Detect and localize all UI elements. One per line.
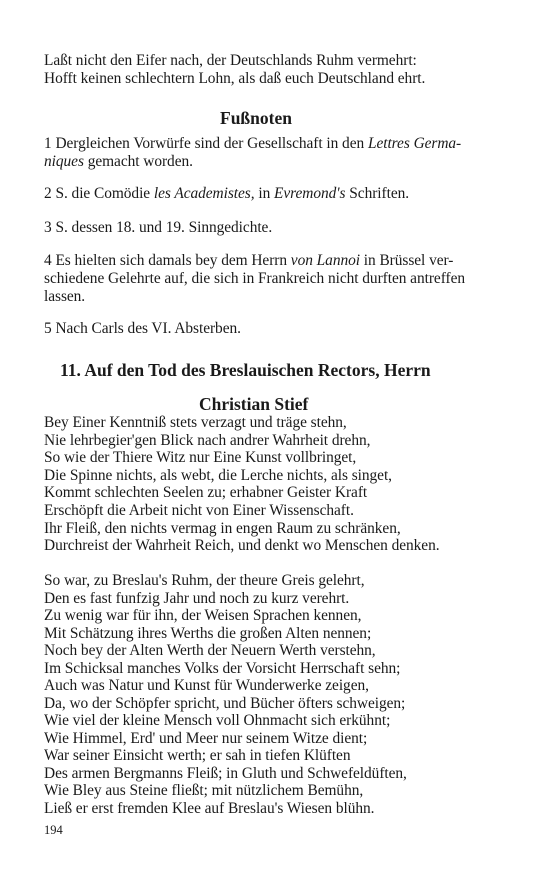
- footnote-4-line: [44, 252, 453, 270]
- footnote-1-line: [44, 135, 461, 153]
- footnote-text: 4 Es hielten sich damals bey dem Herrn: [44, 252, 291, 269]
- footnote-1-line: [44, 153, 193, 171]
- footnote-italic: Lettres Germa-: [367, 135, 462, 152]
- footnote-text: in Brüssel ver-: [359, 252, 454, 269]
- footnote-italic: niques: [44, 153, 84, 170]
- footnote-italic: Evremond's: [274, 185, 346, 202]
- poem-line: Kommt schlechten Seelen zu; erhabner Geister Kraft: [44, 484, 368, 502]
- poem-line: Im Schicksal manches Volks der Vorsicht Herrschaft sehn;: [44, 659, 401, 677]
- page-number: 194: [44, 823, 63, 837]
- poem-line: Ließ er erst fremden Klee auf Breslau's Wiesen blühn.: [44, 799, 375, 817]
- footnote-4-line: schiedene Gelehrte auf, die sich in Frankreich nicht durften antreffen: [44, 270, 465, 287]
- poem-line: Erschöpft die Arbeit nicht von Einer Wissenschaft.: [44, 502, 354, 519]
- footnote-text: 1 Dergleichen Vorwürfe sind der Gesellschaft in den: [44, 135, 368, 152]
- footnote-5-line: 5 Nach Carls des VI. Absterben.: [44, 320, 241, 337]
- poem-line: War seiner Einsicht werth; er sah in tiefen Klüften: [44, 747, 351, 764]
- footnote-text: 2 S. die Comödie: [44, 185, 154, 202]
- poem-line: Wie viel der kleine Mensch voll Ohnmacht sich erkühnt;: [44, 712, 391, 729]
- poem-line: Wie Bley aus Steine fließt; mit nützlichem Bemühn,: [44, 782, 364, 799]
- poem-line: So war, zu Breslau's Ruhm, der theure Greis gelehrt,: [44, 572, 365, 589]
- poem-line: Die Spinne nichts, als webt, die Lerche nichts, als singet,: [44, 466, 392, 484]
- footnotes-heading: Fußnoten: [220, 108, 292, 128]
- poem-line: Da, wo der Schöpfer spricht, und Bücher öfters schweigen;: [44, 694, 406, 712]
- poem-line: Nie lehrbegier'gen Blick nach andrer Wahrheit drehn,: [44, 431, 371, 449]
- poem-line: So wie der Thiere Witz nur Eine Kunst vollbringet,: [44, 449, 357, 467]
- footnote-text: in: [254, 185, 275, 202]
- footnote-3-line: 3 S. dessen 18. und 19. Sinngedichte.: [44, 219, 273, 236]
- poem-line: Noch bey der Alten Werth der Neuern Werth verstehn,: [44, 642, 376, 659]
- poem-line: Wie Himmel, Erd' und Meer nur seinem Witze dient;: [44, 729, 368, 747]
- footnote-4-line: lassen.: [44, 288, 86, 305]
- poem-line: Durchreist der Wahrheit Reich, und denkt wo Menschen denken.: [44, 537, 440, 555]
- poem-line: Auch was Natur und Kunst für Wunderwerke zeigen,: [44, 677, 369, 694]
- poem-line: Mit Schätzung ihres Werths die großen Alten nennen;: [44, 624, 372, 642]
- poem-line: Den es fast funfzig Jahr und noch zu kurz verehrt.: [44, 589, 350, 607]
- opening-line: Hofft keinen schlechtern Lohn, als daß euch Deutschland ehrt.: [44, 70, 426, 87]
- opening-line: Laßt nicht den Eifer nach, der Deutschlands Ruhm vermehrt:: [44, 52, 417, 69]
- footnote-text: gemacht worden.: [83, 153, 193, 170]
- poem-line: Zu wenig war für ihn, der Weisen Sprachen kennen,: [44, 607, 362, 624]
- poem-title: 11. Auf den Tod des Breslauischen Rectors, Herrn: [60, 360, 431, 380]
- poem-line: Bey Einer Kenntniß stets verzagt und träge stehn,: [44, 414, 347, 431]
- footnote-italic: von Lannoi: [290, 252, 360, 269]
- poem-title-name: Christian Stief: [199, 394, 309, 414]
- poem-line: Des armen Bergmanns Fleiß; in Gluth und Schwefeldüften,: [44, 764, 407, 782]
- footnote-italic: les Academistes,: [153, 185, 255, 202]
- poem-line: Ihr Fleiß, den nichts vermag in engen Raum zu schränken,: [44, 519, 401, 537]
- footnote-2-line: [44, 185, 409, 203]
- footnote-text: Schriften.: [345, 185, 410, 202]
